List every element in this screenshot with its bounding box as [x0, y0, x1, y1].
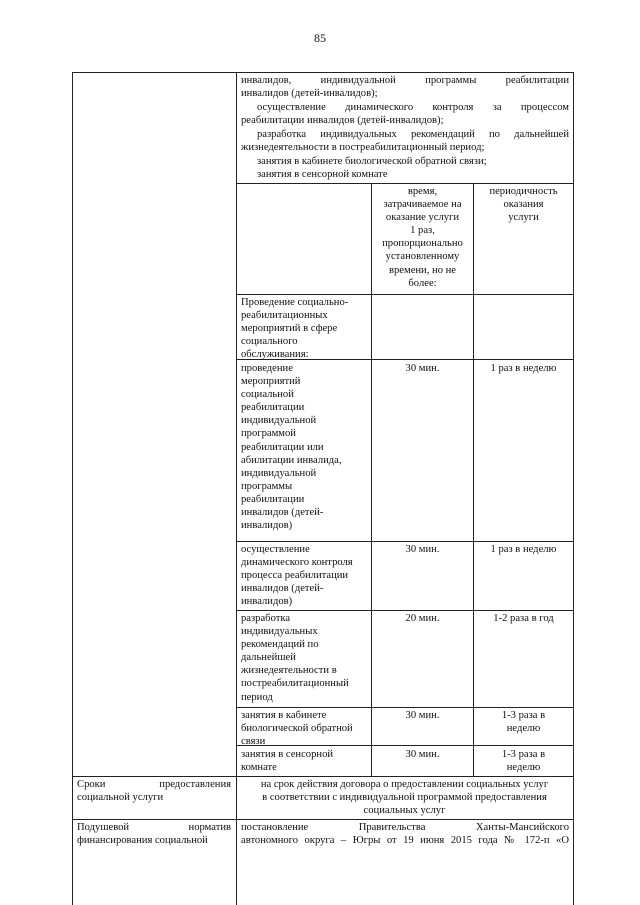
row-name-line: постреабилитационный	[241, 678, 349, 690]
terms-value-2: в соответствии с индивидуальной программой предоставления	[262, 792, 547, 803]
row-3-time: 20 мин.	[405, 613, 440, 624]
row-name-line: биологической обратной	[241, 723, 353, 735]
section-title-line: Проведение социально-	[241, 297, 349, 308]
row-name-line: индивидуальной	[241, 467, 317, 479]
section-title-line: мероприятий в сфере	[241, 323, 338, 335]
row-name-line: процесса реабилитации	[241, 570, 349, 582]
header-period-line: услуги	[508, 212, 539, 224]
top-line-2: инвалидов (детей-инвалидов);	[241, 88, 378, 99]
row-period-line: неделю	[506, 723, 541, 735]
row-name-line: инвалидов)	[241, 520, 293, 532]
header-period-line: оказания	[503, 199, 544, 211]
row-name-line: инвалидов (детей-	[241, 583, 324, 595]
row-period-line: 1-3 раза в	[501, 749, 546, 760]
section-title-line: обслуживания:	[241, 349, 309, 361]
top-line-7: занятия в кабинете биологической обратной связи;	[257, 156, 487, 167]
row-4-period	[474, 709, 573, 735]
terms-value-3: социальных услуг	[363, 805, 446, 816]
row-name-line: программы	[241, 480, 293, 492]
terms-label-1: Сроки предоставления	[77, 779, 231, 790]
row-4-time: 30 мин.	[405, 710, 440, 721]
top-line-8: занятия в сенсорной комнате	[257, 169, 388, 180]
top-line-4: реабилитации инвалидов (детей-инвалидов);	[241, 115, 444, 126]
row-name-line: жизнедеятельности в	[241, 665, 337, 677]
header-time-line: затрачиваемое на	[383, 199, 462, 211]
row-2-name	[241, 543, 369, 608]
row-name-line: связи	[241, 736, 266, 748]
row-name-line: реабилитации или	[241, 441, 324, 453]
row-name-line: разработка	[241, 613, 291, 624]
header-period-line: периодичность	[489, 186, 558, 197]
funding-label-2: финансирования социальной	[77, 835, 208, 846]
row-name-line: проведение	[241, 363, 293, 374]
row-name-line: инвалидов (детей-	[241, 507, 324, 519]
row-3-period	[474, 612, 573, 625]
row-period-line: 1-2 раза в год	[493, 613, 554, 624]
row-name-line: осуществление	[241, 544, 310, 555]
row-5-period	[474, 748, 573, 774]
row-name-line: индивидуальной	[241, 415, 317, 427]
row-1-time: 30 мин.	[405, 363, 440, 374]
row-name-line: период	[241, 691, 273, 703]
header-time-line: оказание услуги	[385, 212, 460, 224]
top-line-5: разработка индивидуальных рекомендаций по дальнейшей	[257, 129, 569, 140]
header-time-line: установленному	[385, 251, 460, 263]
row-1-period	[474, 362, 573, 375]
row-name-line: инвалидов)	[241, 596, 293, 608]
row-name-line: мероприятий	[241, 376, 301, 388]
row-name-line: индивидуальных	[241, 626, 318, 638]
row-name-line: дальнейшей	[241, 652, 296, 664]
row-period-line: 1-3 раза в	[501, 710, 546, 721]
row-name-line: рекомендаций по	[241, 639, 319, 651]
row-5-name	[241, 748, 369, 774]
funding-label-1: Подушевой норматив	[77, 822, 231, 833]
terms-value-1: на срок действия договора о предоставлении социальных услуг	[260, 779, 549, 790]
row-period-line: 1 раз в неделю	[490, 544, 557, 555]
funding-value-2: автономного округа – Югры от 19 июня 2015 года № 172-п «О	[241, 835, 569, 846]
row-name-line: программой	[241, 428, 296, 440]
row-name-line: абилитации инвалида,	[241, 454, 342, 466]
header-time-line: более:	[408, 277, 437, 289]
row-name-line: комнате	[241, 762, 277, 774]
header-time-line: времени, но не	[388, 264, 457, 276]
row-name-line: занятия в кабинете	[241, 710, 327, 721]
row-1-name	[241, 362, 369, 532]
header-period	[474, 185, 573, 224]
section-title-line: социального	[241, 336, 298, 348]
top-line-1: инвалидов, индивидуальной программы реабилитации	[241, 75, 569, 86]
top-line-6: жизнедеятельности в постреабилитационный период;	[241, 142, 485, 153]
section-title-line: реабилитационных	[241, 310, 328, 322]
page-number: 85	[314, 31, 326, 45]
funding-value-1: постановление Правительства Ханты-Мансийского	[241, 822, 569, 833]
top-line-3: осуществление динамического контроля за процессом	[257, 102, 569, 113]
row-period-line: 1 раз в неделю	[490, 363, 557, 374]
row-name-line: занятия в сенсорной	[241, 749, 334, 760]
row-name-line: реабилитации	[241, 402, 305, 414]
row-4-name	[241, 709, 369, 748]
header-time-line: 1 раз,	[410, 225, 435, 237]
row-name-line: реабилитации	[241, 493, 305, 505]
row-3-name	[241, 612, 369, 704]
section-title	[241, 296, 369, 361]
header-time	[372, 185, 473, 290]
header-time-line: время,	[407, 186, 438, 197]
row-2-period	[474, 543, 573, 556]
header-time-line: пропорционально	[382, 238, 463, 250]
row-name-line: социальной	[241, 389, 294, 401]
terms-label-2: социальной услуги	[77, 792, 164, 803]
row-period-line: неделю	[506, 762, 541, 774]
row-name-line: динамического контроля	[241, 557, 353, 569]
row-2-time: 30 мин.	[405, 544, 440, 555]
row-5-time: 30 мин.	[405, 749, 440, 760]
